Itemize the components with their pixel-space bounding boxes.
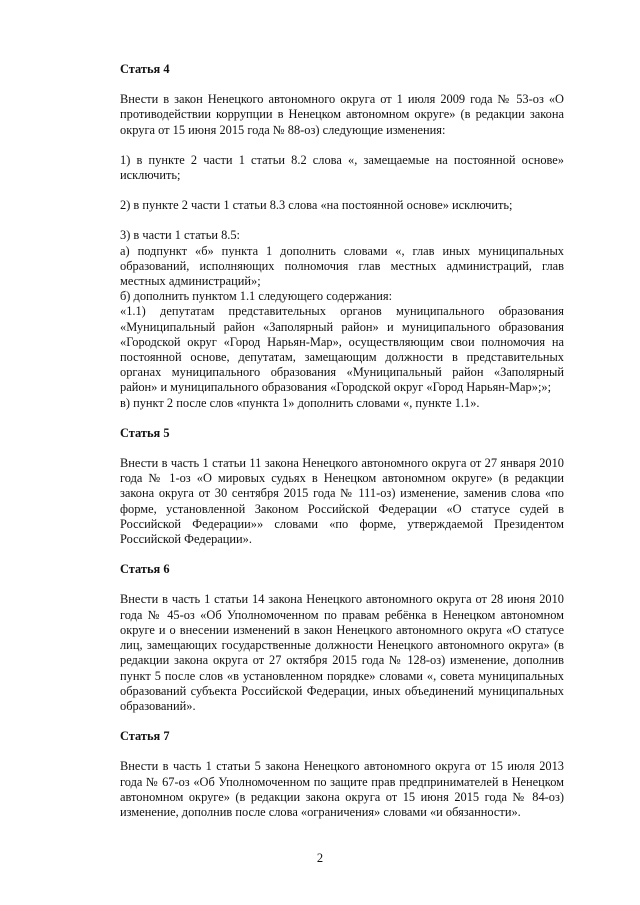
- article-4-heading: Статья 4: [120, 62, 170, 76]
- article-4-intro: Внести в закон Ненецкого автономного округа от 1 июля 2009 года № 53-оз «О противодействии коррупции в Ненецком автономном округе» (в редакции закона округа от 15 июня 2015 года № 88-оз) следующие изменения:: [120, 92, 564, 137]
- article-4-item-3c: в) пункт 2 после слов «пункта 1» дополнить словами «, пункте 1.1».: [120, 395, 480, 410]
- article-6-text: Внести в часть 1 статьи 14 закона Ненецкого автономного округа от 28 июня 2010 года № 45-оз «Об Уполномоченном по правам ребёнка в Ненецком автономном округе и о внесении изменений в закон Ненецкого автономного округа «О статусе лиц, замещающих государственные должности Ненецкого автономного округа» (в редакции закона округа от 27 октября 2015 года № 128-оз) изменение, дополнив пункт 5 после слов «в установленном порядке» словами «, совета муниципальных образований субъекта Российской Федерации, иных объединений муниципальных образований».: [120, 592, 564, 713]
- page-number: 2: [316, 851, 324, 865]
- article-7-heading: Статья 7: [120, 729, 170, 744]
- article-4-item-2: 2) в пункте 2 части 1 статьи 8.3 слова «на постоянной основе» исключить;: [120, 198, 513, 213]
- article-6-heading: Статья 6: [120, 562, 170, 577]
- article-4-item-3b: б) дополнить пунктом 1.1 следующего содержания:: [120, 289, 393, 304]
- article-4-item-3b-text: «1.1) депутатам представительных органов муниципального образования «Муниципальный район «Заполярный район» и муниципального образования «Городской округ «Город Нарьян-Мар», осуществляющим свои полномочия на постоянной основе, депутатам, замещающим должности в представительных органах муниципального образования «Муниципальный район «Заполярный район» и муниципального образования «Городской округ «Город Нарьян-Мар»;»;: [120, 304, 564, 395]
- article-5-heading: Статья 5: [120, 425, 170, 440]
- document-body: [110, 62, 564, 820]
- article-5-text: Внести в часть 1 статьи 11 закона Ненецкого автономного округа от 27 января 2010 года № 1-оз «О мировых судьях в Ненецком автономном округе» (в редакции закона округа от 30 сентября 2015 года № 111-оз) изменение, заменив слова «по форме, установленной Законом Российской Федерации «О статусе судей в Российской Федерации»» словами «по форме, утверждаемой Президентом Российской Федерации».: [120, 456, 564, 547]
- article-4-item-1: 1) в пункте 2 части 1 статьи 8.2 слова «, замещаемые на постоянной основе» исключить;: [120, 152, 564, 183]
- article-4-item-3: 3) в части 1 статьи 8.5:: [120, 228, 241, 243]
- article-4-item-3a: а) подпункт «б» пункта 1 дополнить словами «, глав иных муниципальных образований, исполняющих полномочия глав местных администраций, глав местных администраций»;: [120, 243, 564, 289]
- article-7-text: Внести в часть 1 статьи 5 закона Ненецкого автономного округа от 15 июля 2013 года № 67-оз «Об Уполномоченном по защите прав предпринимателей в Ненецком автономном округе» (в редакции закона округа от 15 июня 2015 года № 84-оз) изменение, дополнив после слова «ограничения» словами «и обязанности».: [120, 759, 564, 819]
